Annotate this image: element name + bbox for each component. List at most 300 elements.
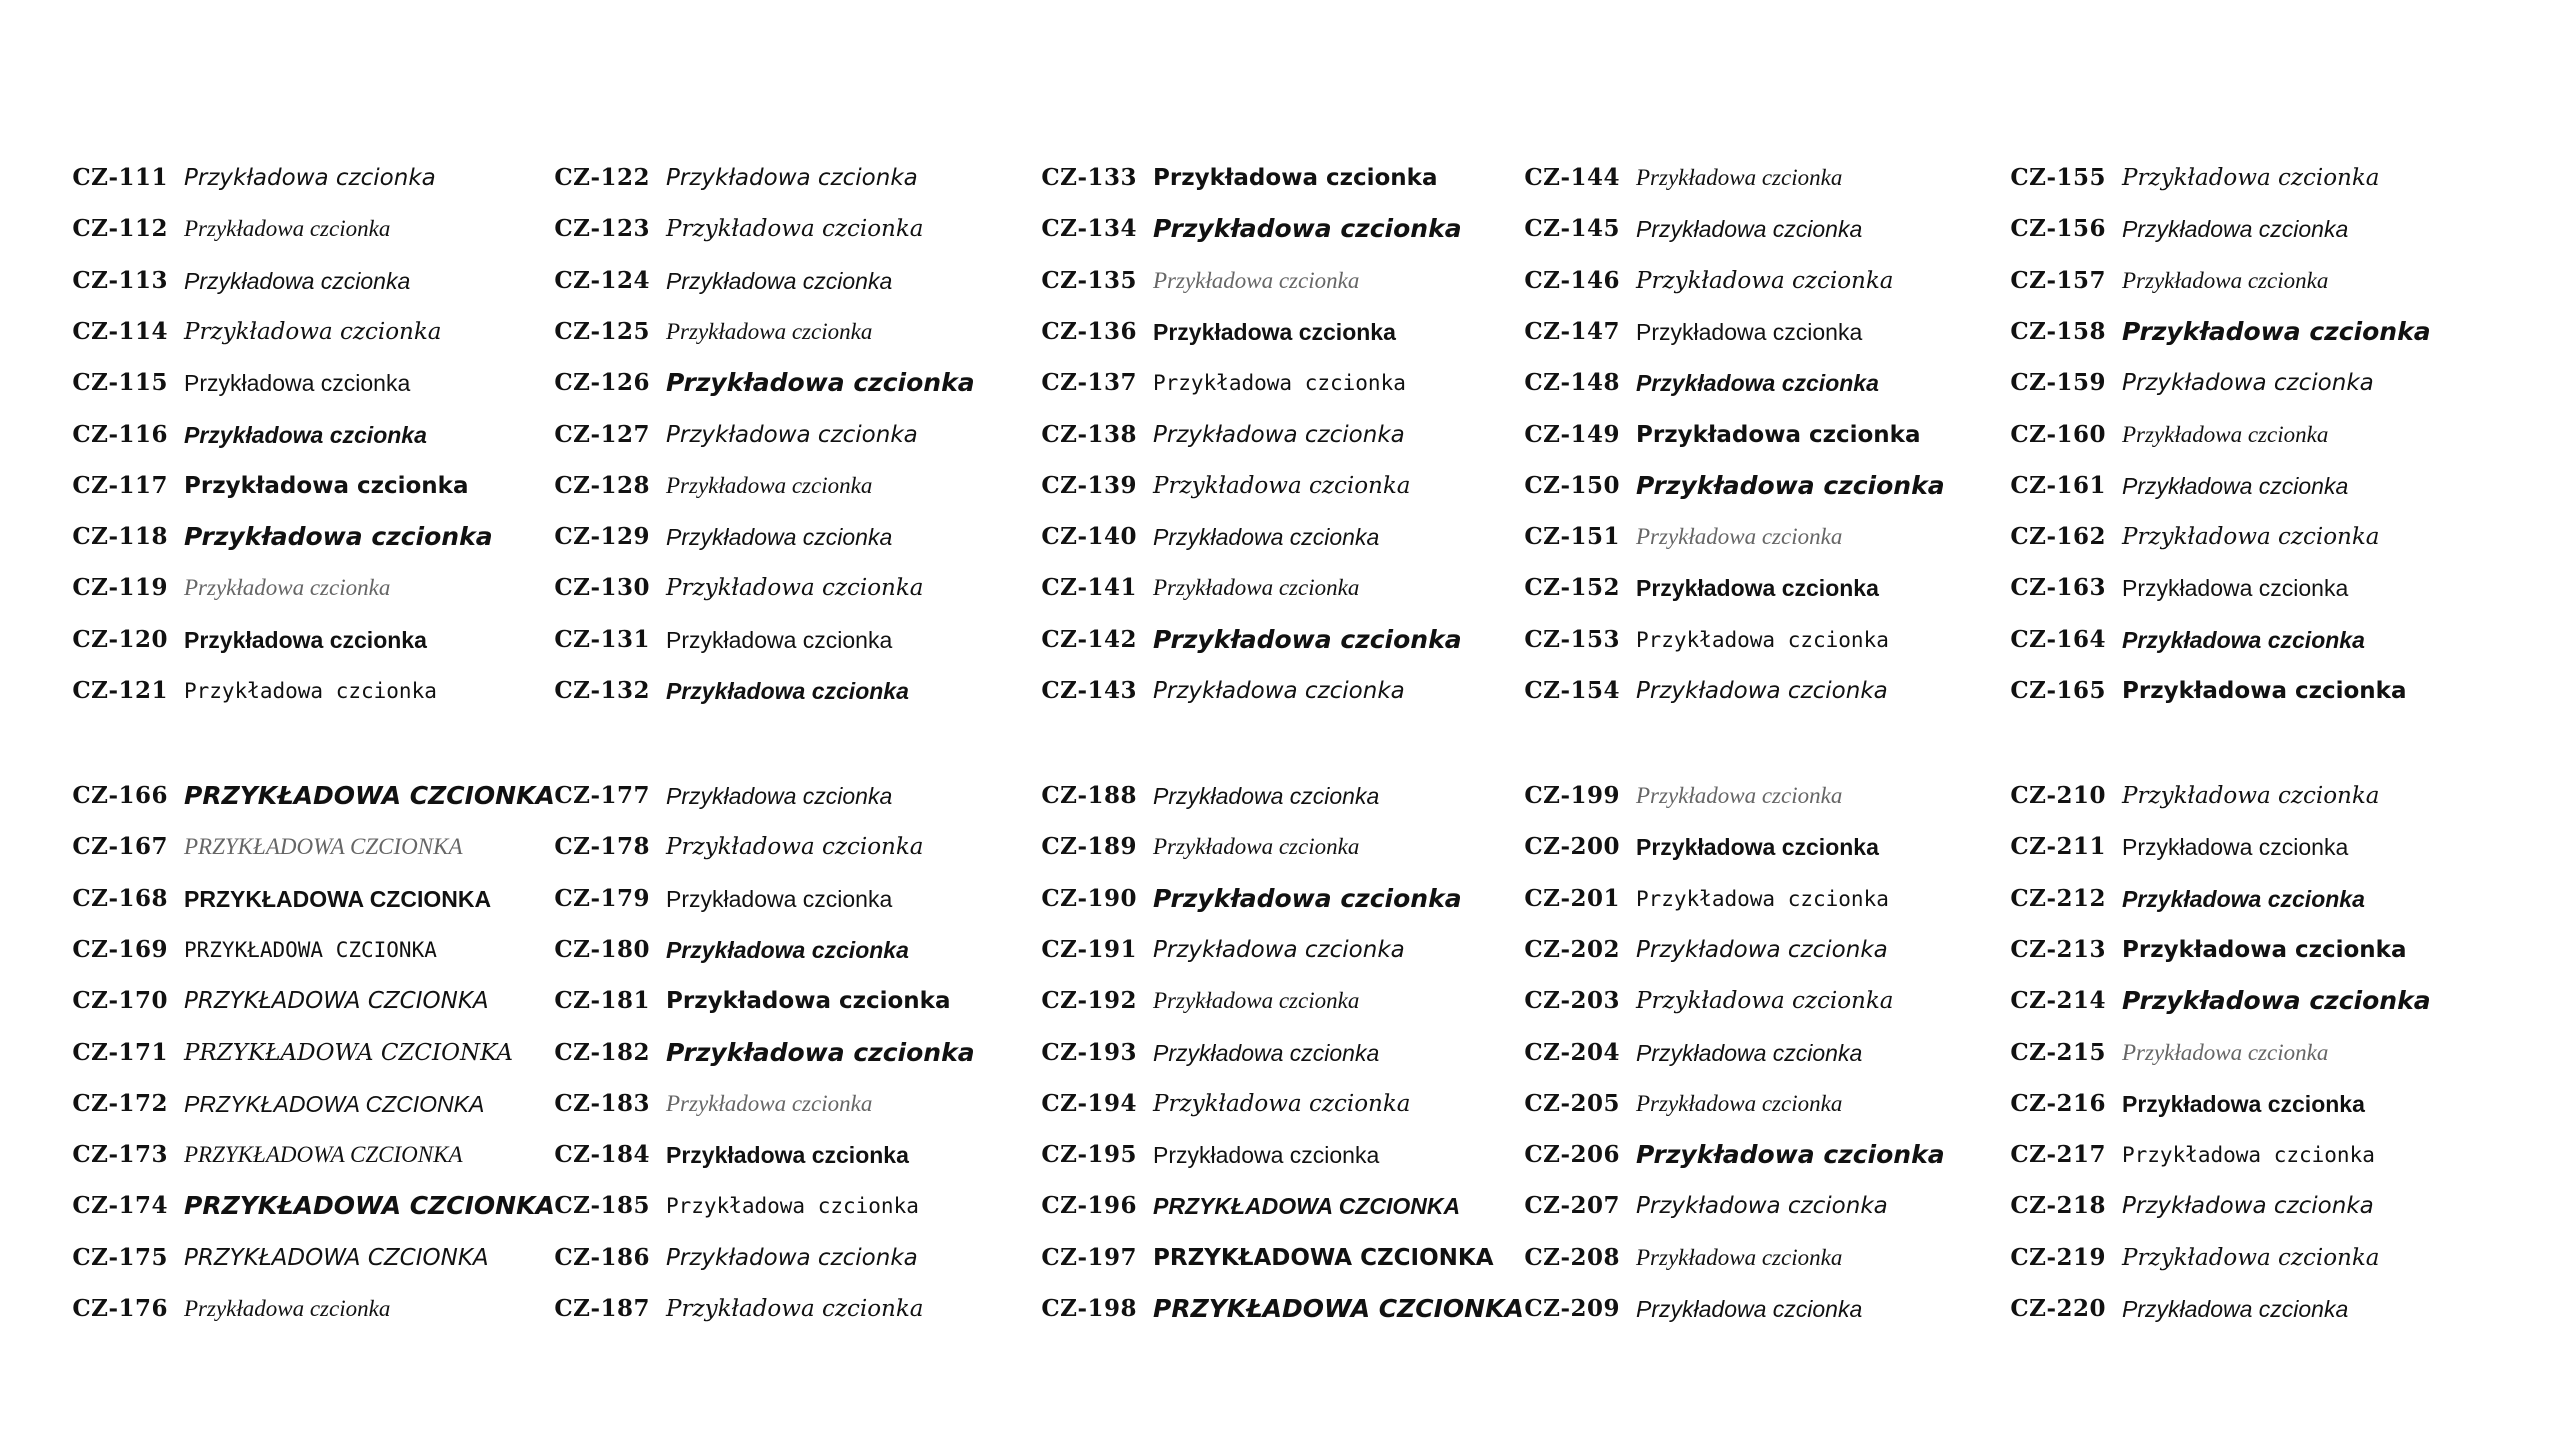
font-sample-row xyxy=(1019,563,1489,613)
font-code: CZ-153 xyxy=(1524,626,1620,653)
font-code: CZ-219 xyxy=(2010,1244,2106,1271)
font-sample-row xyxy=(1502,1079,1972,1129)
font-sample-text: Przykładowa czcionka xyxy=(1153,214,1462,243)
font-sample-row xyxy=(1988,256,2458,306)
font-code: CZ-194 xyxy=(1041,1090,1137,1117)
font-sample-text: Przykładowa czcionka xyxy=(1636,471,1945,500)
font-sample-row xyxy=(1988,358,2458,408)
font-sample-row xyxy=(50,1181,555,1231)
font-code: CZ-201 xyxy=(1524,885,1620,912)
font-sample-text: Przykładowa czcionka xyxy=(2122,937,2407,963)
font-sample-row xyxy=(1019,1028,1489,1078)
font-sample-row xyxy=(1502,874,1972,924)
font-sample-text: Przykładowa czcionka xyxy=(1153,884,1462,913)
font-sample-row xyxy=(532,976,1002,1026)
font-sample-text: Przykładowa czcionka xyxy=(666,1245,918,1271)
font-code: CZ-196 xyxy=(1041,1192,1137,1219)
font-sample-row xyxy=(1019,822,1489,872)
font-code: CZ-190 xyxy=(1041,885,1137,912)
font-sample-row xyxy=(50,1130,520,1180)
font-code: CZ-191 xyxy=(1041,936,1137,963)
font-sample-text: Przykładowa czcionka xyxy=(666,524,893,550)
font-sample-row xyxy=(532,153,1002,203)
font-sample-text: Przykładowa czcionka xyxy=(1153,319,1396,345)
font-code: CZ-217 xyxy=(2010,1141,2106,1168)
font-code: CZ-198 xyxy=(1041,1295,1137,1322)
font-sample-row xyxy=(50,153,520,203)
font-code: CZ-172 xyxy=(72,1090,168,1117)
font-sample-row xyxy=(532,1233,1002,1283)
font-sample-row xyxy=(50,307,520,357)
font-sample-row xyxy=(1019,512,1489,562)
font-code: CZ-157 xyxy=(2010,267,2106,294)
font-sample-text: PRZYKŁADOWA CZCIONKA xyxy=(184,1191,555,1220)
font-sample-text: Przykładowa czcionka xyxy=(2122,1143,2375,1167)
font-code: CZ-133 xyxy=(1041,164,1137,191)
font-code: CZ-169 xyxy=(72,936,168,963)
font-sample-text: Przykładowa czcionka xyxy=(666,165,918,191)
font-sample-row xyxy=(1988,1181,2458,1231)
font-code: CZ-119 xyxy=(72,574,168,601)
font-code: CZ-209 xyxy=(1524,1295,1620,1322)
font-sample-text: Przykładowa czcionka xyxy=(1636,834,1879,860)
font-sample-text: Przykładowa czcionka xyxy=(1636,937,1888,963)
font-sample-text: Przykładowa czcionka xyxy=(1636,783,1843,808)
font-code: CZ-131 xyxy=(554,626,650,653)
font-sample-row xyxy=(1988,666,2458,716)
font-code: CZ-170 xyxy=(72,987,168,1014)
font-code: CZ-137 xyxy=(1041,369,1137,396)
font-sample-row xyxy=(532,1130,1002,1180)
font-code: CZ-182 xyxy=(554,1039,650,1066)
font-sample-text: Przykładowa czcionka xyxy=(2122,165,2380,191)
font-sample-text: Przykładowa czcionka xyxy=(2122,268,2329,293)
font-sample-row xyxy=(1988,771,2458,821)
font-sample-row xyxy=(1502,410,1972,460)
font-sample-row xyxy=(1502,771,1972,821)
font-code: CZ-184 xyxy=(554,1141,650,1168)
font-code: CZ-189 xyxy=(1041,833,1137,860)
font-sample-row xyxy=(1502,1028,1972,1078)
font-sample-text: Przykładowa czcionka xyxy=(666,834,924,860)
font-sample-text: Przykładowa czcionka xyxy=(666,937,909,963)
font-sample-text: Przykładowa czcionka xyxy=(184,575,391,600)
font-sample-row xyxy=(1988,410,2458,460)
font-code: CZ-220 xyxy=(2010,1295,2106,1322)
font-sample-row xyxy=(1502,563,1972,613)
font-sample-text: Przykładowa czcionka xyxy=(2122,783,2380,809)
font-sample-text: Przykładowa czcionka xyxy=(2122,886,2365,912)
font-sample-row xyxy=(1988,615,2458,665)
font-sample-row xyxy=(1019,256,1489,306)
font-code: CZ-145 xyxy=(1524,215,1620,242)
font-sample-row xyxy=(1019,771,1489,821)
font-sample-text: Przykładowa czcionka xyxy=(1153,625,1462,654)
font-sample-text: Przykładowa czcionka xyxy=(1636,887,1889,911)
font-sample-text: PRZYKŁADOWA CZCIONKA xyxy=(184,781,555,810)
font-sample-row xyxy=(1502,461,1972,511)
font-sample-row xyxy=(1988,307,2458,357)
font-sample-text: Przykładowa czcionka xyxy=(1636,268,1894,294)
font-sample-row xyxy=(1019,358,1489,408)
font-code: CZ-155 xyxy=(2010,164,2106,191)
font-sample-row xyxy=(1019,410,1489,460)
font-sample-row xyxy=(532,1079,1002,1129)
font-sample-row xyxy=(50,771,555,821)
font-sample-row xyxy=(50,976,520,1026)
font-code: CZ-214 xyxy=(2010,987,2106,1014)
font-sample-row xyxy=(532,822,1002,872)
font-code: CZ-215 xyxy=(2010,1039,2106,1066)
font-sample-text: Przykładowa czcionka xyxy=(1153,678,1405,704)
font-code: CZ-161 xyxy=(2010,472,2106,499)
font-sample-row xyxy=(1502,153,1972,203)
font-sample-row xyxy=(532,358,1002,408)
font-sample-text: Przykładowa czcionka xyxy=(1153,371,1406,395)
font-code: CZ-151 xyxy=(1524,523,1620,550)
font-sample-text: PRZYKŁADOWA CZCIONKA xyxy=(1153,1245,1494,1271)
font-sample-row xyxy=(1019,1079,1489,1129)
font-sample-text: Przykładowa czcionka xyxy=(184,319,442,345)
font-sample-row xyxy=(50,256,520,306)
font-code: CZ-115 xyxy=(72,369,168,396)
font-code: CZ-144 xyxy=(1524,164,1620,191)
font-sample-row xyxy=(50,410,520,460)
font-sample-row xyxy=(1502,925,1972,975)
font-sample-row xyxy=(532,256,1002,306)
font-code: CZ-192 xyxy=(1041,987,1137,1014)
font-code: CZ-168 xyxy=(72,885,168,912)
font-sample-row xyxy=(1988,204,2458,254)
font-sample-text: Przykładowa czcionka xyxy=(666,1142,909,1168)
font-sample-row xyxy=(1502,256,1972,306)
font-code: CZ-152 xyxy=(1524,574,1620,601)
font-sample-row xyxy=(532,410,1002,460)
font-sample-text: PRZYKŁADOWA CZCIONKA xyxy=(184,1142,463,1167)
font-code: CZ-158 xyxy=(2010,318,2106,345)
font-sample-row xyxy=(50,512,520,562)
font-code: CZ-218 xyxy=(2010,1192,2106,1219)
font-code: CZ-165 xyxy=(2010,677,2106,704)
font-sample-text: Przykładowa czcionka xyxy=(184,522,493,551)
font-sample-row xyxy=(1502,204,1972,254)
font-code: CZ-162 xyxy=(2010,523,2106,550)
font-sample-text: Przykładowa czcionka xyxy=(1153,1142,1380,1168)
font-sample-row xyxy=(1019,666,1489,716)
font-code: CZ-154 xyxy=(1524,677,1620,704)
font-code: CZ-187 xyxy=(554,1295,650,1322)
font-sample-text: PRZYKŁADOWA CZCIONKA xyxy=(1153,1193,1461,1219)
font-sample-row xyxy=(1988,1028,2458,1078)
font-code: CZ-176 xyxy=(72,1295,168,1322)
font-sample-text: Przykładowa czcionka xyxy=(2122,216,2349,242)
font-sample-row xyxy=(1988,1130,2458,1180)
font-code: CZ-121 xyxy=(72,677,168,704)
font-sample-row xyxy=(1019,1233,1494,1283)
font-code: CZ-164 xyxy=(2010,626,2106,653)
font-sample-row xyxy=(50,358,520,408)
font-sample-text: Przykładowa czcionka xyxy=(184,165,436,191)
font-sample-row xyxy=(1019,925,1489,975)
font-sample-row xyxy=(50,666,520,716)
font-code: CZ-138 xyxy=(1041,421,1137,448)
font-sample-row xyxy=(50,615,520,665)
font-sample-row xyxy=(50,1079,520,1129)
font-code: CZ-183 xyxy=(554,1090,650,1117)
font-sample-text: Przykładowa czcionka xyxy=(2122,627,2365,653)
font-sample-text: Przykładowa czcionka xyxy=(666,1038,975,1067)
font-code: CZ-122 xyxy=(554,164,650,191)
font-sample-text: PRZYKŁADOWA CZCIONKA xyxy=(184,1091,485,1117)
font-code: CZ-203 xyxy=(1524,987,1620,1014)
font-code: CZ-186 xyxy=(554,1244,650,1271)
font-sample-row xyxy=(1988,925,2458,975)
font-sample-text: Przykładowa czcionka xyxy=(2122,370,2374,396)
font-sample-row xyxy=(1988,1284,2458,1334)
font-sample-text: Przykładowa czcionka xyxy=(2122,1296,2349,1322)
font-code: CZ-207 xyxy=(1524,1192,1620,1219)
font-sample-row xyxy=(1019,1181,1489,1231)
font-code: CZ-208 xyxy=(1524,1244,1620,1271)
font-sample-text: Przykładowa czcionka xyxy=(1636,1296,1863,1322)
font-sample-text: Przykładowa czcionka xyxy=(1636,1040,1863,1066)
font-sample-text: Przykładowa czcionka xyxy=(184,679,437,703)
font-sample-row xyxy=(1988,976,2458,1026)
font-sample-row xyxy=(1502,666,1972,716)
font-sample-row xyxy=(1502,512,1972,562)
font-code: CZ-160 xyxy=(2010,421,2106,448)
font-code: CZ-202 xyxy=(1524,936,1620,963)
font-code: CZ-173 xyxy=(72,1141,168,1168)
font-code: CZ-199 xyxy=(1524,782,1620,809)
font-sample-text: Przykładowa czcionka xyxy=(1636,678,1888,704)
font-sample-row xyxy=(532,771,1002,821)
font-sample-text: Przykładowa czcionka xyxy=(666,575,924,601)
font-code: CZ-167 xyxy=(72,833,168,860)
font-sample-row xyxy=(1502,1233,1972,1283)
font-code: CZ-149 xyxy=(1524,421,1620,448)
font-sample-text: Przykładowa czcionka xyxy=(184,627,427,653)
font-sample-row xyxy=(532,925,1002,975)
font-sample-row xyxy=(1988,563,2458,613)
font-code: CZ-142 xyxy=(1041,626,1137,653)
font-sample-text: PRZYKŁADOWA CZCIONKA xyxy=(184,988,489,1014)
font-code: CZ-127 xyxy=(554,421,650,448)
font-code: CZ-197 xyxy=(1041,1244,1137,1271)
font-sample-row xyxy=(50,874,520,924)
font-sample-text: Przykładowa czcionka xyxy=(2122,422,2329,447)
font-sample-text: Przykładowa czcionka xyxy=(2122,473,2349,499)
font-sample-text: PRZYKŁADOWA CZCIONKA xyxy=(184,938,437,962)
font-sample-text: Przykładowa czcionka xyxy=(184,1296,391,1321)
font-sample-text: Przykładowa czcionka xyxy=(1153,575,1360,600)
font-sample-row xyxy=(50,925,520,975)
font-sample-text: Przykładowa czcionka xyxy=(184,422,427,448)
font-sample-row xyxy=(1019,153,1489,203)
font-code: CZ-195 xyxy=(1041,1141,1137,1168)
font-sample-text: Przykładowa czcionka xyxy=(1153,988,1360,1013)
font-sample-row xyxy=(532,1028,1002,1078)
font-sample-text: Przykładowa czcionka xyxy=(666,319,873,344)
font-code: CZ-150 xyxy=(1524,472,1620,499)
font-sample-text: Przykładowa czcionka xyxy=(1636,988,1894,1014)
font-sample-text: Przykładowa czcionka xyxy=(666,368,975,397)
font-code: CZ-163 xyxy=(2010,574,2106,601)
font-sample-row xyxy=(50,1233,520,1283)
font-sample-text: Przykładowa czcionka xyxy=(1153,834,1360,859)
font-code: CZ-212 xyxy=(2010,885,2106,912)
font-sample-row xyxy=(50,563,520,613)
font-sample-row xyxy=(1988,1233,2458,1283)
font-sample-text: Przykładowa czcionka xyxy=(184,473,469,499)
font-code: CZ-185 xyxy=(554,1192,650,1219)
font-sample-row xyxy=(1988,512,2458,562)
font-sample-text: Przykładowa czcionka xyxy=(2122,1040,2329,1065)
font-sample-row xyxy=(1019,204,1489,254)
font-sample-text: Przykładowa czcionka xyxy=(1153,783,1380,809)
font-code: CZ-178 xyxy=(554,833,650,860)
font-sample-text: Przykładowa czcionka xyxy=(1153,422,1405,448)
font-code: CZ-140 xyxy=(1041,523,1137,550)
font-code: CZ-188 xyxy=(1041,782,1137,809)
font-sample-text: Przykładowa czcionka xyxy=(1636,216,1863,242)
font-sample-row xyxy=(1502,307,1972,357)
font-sample-text: Przykładowa czcionka xyxy=(1153,473,1411,499)
font-code: CZ-148 xyxy=(1524,369,1620,396)
font-sample-text: Przykładowa czcionka xyxy=(2122,986,2431,1015)
font-sample-row xyxy=(1988,461,2458,511)
font-sample-row xyxy=(532,615,1002,665)
font-sample-text: Przykładowa czcionka xyxy=(666,268,893,294)
font-sample-row xyxy=(1988,822,2458,872)
font-sample-row xyxy=(1502,976,1972,1026)
font-code: CZ-123 xyxy=(554,215,650,242)
font-sample-row xyxy=(532,1181,1002,1231)
font-code: CZ-200 xyxy=(1524,833,1620,860)
font-sample-text: Przykładowa czcionka xyxy=(2122,1091,2365,1117)
font-sample-text: Przykładowa czcionka xyxy=(1636,422,1921,448)
font-sample-text: Przykładowa czcionka xyxy=(1636,628,1889,652)
font-code: CZ-128 xyxy=(554,472,650,499)
font-sample-text: Przykładowa czcionka xyxy=(1153,937,1405,963)
font-sample-text: Przykładowa czcionka xyxy=(1636,575,1879,601)
font-sample-text: PRZYKŁADOWA CZCIONKA xyxy=(184,1245,489,1271)
font-code: CZ-171 xyxy=(72,1039,168,1066)
font-code: CZ-126 xyxy=(554,369,650,396)
font-sample-text: Przykładowa czcionka xyxy=(1636,1091,1843,1116)
font-code: CZ-113 xyxy=(72,267,168,294)
font-sample-text: Przykładowa czcionka xyxy=(1636,370,1879,396)
font-code: CZ-181 xyxy=(554,987,650,1014)
font-code: CZ-174 xyxy=(72,1192,168,1219)
font-sample-text: Przykładowa czcionka xyxy=(184,370,411,396)
font-code: CZ-130 xyxy=(554,574,650,601)
font-code: CZ-204 xyxy=(1524,1039,1620,1066)
font-sample-text: Przykładowa czcionka xyxy=(1153,1040,1380,1066)
font-sample-text: Przykładowa czcionka xyxy=(666,422,918,448)
font-code: CZ-156 xyxy=(2010,215,2106,242)
font-code: CZ-159 xyxy=(2010,369,2106,396)
font-sample-text: Przykładowa czcionka xyxy=(666,886,893,912)
font-sample-row xyxy=(1502,1130,1972,1180)
font-sample-text: Przykładowa czcionka xyxy=(2122,834,2349,860)
font-code: CZ-120 xyxy=(72,626,168,653)
font-code: CZ-179 xyxy=(554,885,650,912)
font-sample-row xyxy=(1019,461,1489,511)
font-code: CZ-114 xyxy=(72,318,168,345)
font-sample-row xyxy=(532,512,1002,562)
font-sample-text: Przykładowa czcionka xyxy=(2122,1245,2380,1271)
font-sample-row xyxy=(1019,874,1489,924)
font-sample-text: Przykładowa czcionka xyxy=(2122,317,2431,346)
font-sample-row xyxy=(1988,1079,2458,1129)
font-sample-text: Przykładowa czcionka xyxy=(1636,319,1863,345)
font-sample-row xyxy=(50,204,520,254)
font-code: CZ-136 xyxy=(1041,318,1137,345)
font-code: CZ-132 xyxy=(554,677,650,704)
font-code: CZ-129 xyxy=(554,523,650,550)
font-sample-text: Przykładowa czcionka xyxy=(1636,165,1843,190)
font-sample-text: Przykładowa czcionka xyxy=(1153,268,1360,293)
font-sample-row xyxy=(532,874,1002,924)
font-sample-row xyxy=(1019,307,1489,357)
font-sample-row xyxy=(1502,358,1972,408)
font-sample-text: PRZYKŁADOWA CZCIONKA xyxy=(184,834,463,859)
font-sample-text: Przykładowa czcionka xyxy=(1636,1245,1843,1270)
font-sample-row xyxy=(1502,1284,1972,1334)
font-code: CZ-216 xyxy=(2010,1090,2106,1117)
font-sample-text: Przykładowa czcionka xyxy=(2122,524,2380,550)
font-sample-row xyxy=(50,461,520,511)
font-code: CZ-147 xyxy=(1524,318,1620,345)
font-code: CZ-146 xyxy=(1524,267,1620,294)
font-code: CZ-135 xyxy=(1041,267,1137,294)
font-code: CZ-118 xyxy=(72,523,168,550)
font-sample-text: Przykładowa czcionka xyxy=(1636,524,1843,549)
font-code: CZ-124 xyxy=(554,267,650,294)
font-code: CZ-211 xyxy=(2010,833,2106,860)
font-sample-row xyxy=(532,461,1002,511)
font-sample-text: PRZYKŁADOWA CZCIONKA xyxy=(184,1040,513,1066)
font-code: CZ-143 xyxy=(1041,677,1137,704)
font-sample-row xyxy=(1988,874,2458,924)
font-code: CZ-112 xyxy=(72,215,168,242)
font-sample-text: Przykładowa czcionka xyxy=(666,216,924,242)
font-sample-row xyxy=(532,563,1002,613)
font-sample-row xyxy=(1019,976,1489,1026)
font-sample-row xyxy=(532,666,1002,716)
font-sample-row xyxy=(50,1284,520,1334)
font-code: CZ-177 xyxy=(554,782,650,809)
font-sample-row xyxy=(50,822,520,872)
font-sample-text: Przykładowa czcionka xyxy=(1153,165,1438,191)
font-sample-text: Przykładowa czcionka xyxy=(666,1296,924,1322)
font-sample-text: Przykładowa czcionka xyxy=(2122,575,2349,601)
font-sample-row xyxy=(1502,1181,1972,1231)
font-sample-text: Przykładowa czcionka xyxy=(666,1091,873,1116)
font-sample-text: Przykładowa czcionka xyxy=(666,988,951,1014)
font-sample-text: Przykładowa czcionka xyxy=(666,627,893,653)
font-sample-row xyxy=(1019,615,1489,665)
font-sample-text: PRZYKŁADOWA CZCIONKA xyxy=(184,886,492,912)
font-code: CZ-180 xyxy=(554,936,650,963)
font-code: CZ-111 xyxy=(72,164,168,191)
font-sample-row xyxy=(1988,153,2458,203)
font-sample-row xyxy=(532,204,1002,254)
font-sample-text: Przykładowa czcionka xyxy=(666,678,909,704)
font-sample-text: Przykładowa czcionka xyxy=(2122,678,2407,704)
font-sample-text: Przykładowa czcionka xyxy=(1153,524,1380,550)
